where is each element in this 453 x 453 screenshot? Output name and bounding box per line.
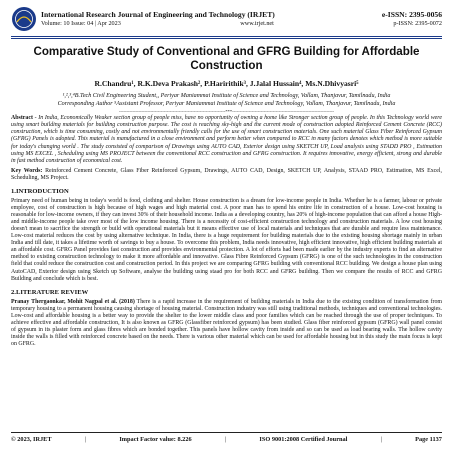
page-footer: © 2023, IRJET | Impact Factor value: 8.226 | ISO 9001:2008 Certified Journal | Page 1137 [11, 432, 442, 443]
introduction-text: Primary need of human being in today's world is food, clothing and shelter. House construction is a dream for low-income people in India. Whether he is a farmer, labour or private employee, cost of construction is high because of high wages and high material cost. A poor man has to spend his entire life in construction of a house. Low-cost housing is reasonable for low-income owners, if they can invest 30% of their household income. India as a developing country, has 20% of high-income population that can afford a house High- and middle-income people take over most of the low income housing. There is a necessity of cost-efficient construction technology and construction materials. A low cost housing doesn't mean to sacrifice the strength or build with operational materials but it means effective use of local materials and techniques that are durable and require less maintenance. Low-cost material reduces the cost by using alternative technique. In India, there is a huge requirement for building materials due to the existing housing shortage mainly in urban India and till date, it takes a lifetime worth of savings to buy a house. To overcome this problem, India needs innovative, high efficient innovative, high efficient building materials at an affordable cost. GFRG Panel provides fast construction and provides environmental protection. A lot of efforts had been made earlier by the industry experts to find an alternative method to existing construction technology to make it more affordable and innovative. Glass Fibre Reinforced Gypsum (GFRG) is one of the such technologies in the construction field that could reduce the construction cost and construction period. In this project we are comparing GFRG building with conventional RCC building. We design a house plan using AutoCAD, Exterior design using Sketch up Software, analyse the building using staad pro for both RCC and GFRG building. Then we compare the results of RCC and GFRG Building and conclude which is best. [11, 198, 442, 282]
abstract [11, 115, 442, 165]
journal-header [11, 4, 442, 34]
pissn: p-ISSN: 2395-0072 [393, 20, 442, 27]
eissn: e-ISSN: 2395-0056 [381, 10, 442, 19]
abstract-text: - In India, Economically Weaker section group of people miss, have no opportunity of owning a home like Stronger section group of people. In this Technology world were using smart building materials for building construction purpose. The cost is reaching sky-high and the current mode of construction adopted Reinforced Cement Concrete (RCC) construction, which is time consuming, costly and not environmentally friendly calls for the use of smart construction materials. One such material Glass Fiber Reinforced Gypsum (GFRG) Panels is adopted. This material is manufactured in a close environment and perform better when compared to RCC in many factors denotes which method is more suitable for today's changing world . The study consisted of comparison of Drawings using AUTO CAD, Exterior design using SKETCH UP, Load analysis using STADD PRO , Estimation using MS EXCEL , Scheduling using MS PROJECT between the conventional RCC construction and GFRG construction. It requires innovative, energy efficient, strong and durable in fast method construction of economical cost. [11, 115, 442, 164]
journal-website[interactable]: www.irjet.net [240, 20, 274, 27]
author-list: R.Chandru¹, R.K.Deva Prakash², P.Haririthik³, J.Jalal Hussain⁴, Ms.N.Dhivyasri⁵ [94, 79, 359, 88]
separator-stars: -----------------------------------------------------------------------***-------------------------------------------------------------------- [118, 109, 335, 115]
footer-copyright: © 2023, IRJET [11, 436, 52, 443]
footer-page-number: Page 1137 [415, 436, 442, 443]
affiliation-students: ¹,²,³,⁴B.Tech Civil Engineering Student,, Periyar Maniammai Institute of Science and Technology, Vallam, Thanjavur, Tamilnadu, India [62, 93, 391, 99]
paper-title: Comparative Study of Conventional and GFRG Building for Affordable Construction [33, 45, 420, 72]
literature-lead: Pranay Thergaonkar, Mohit Nagpal et al. (2018) [11, 298, 135, 305]
header-divider [11, 36, 442, 39]
journal-logo [11, 6, 37, 32]
literature-text: There is a rapid increase in the requirement of building materials in India due to the existing condition of transformation from temporary housing to a permanent housing causing shortage of housing material. Construction industry was still using traditional methods, techniques and conventional technologies. Low-cost and affordable housing is a better way to provide the shelter to the lower middle class and poor families which can be reached through the use of proper techniques. To achieve effective and affordable construction, It is also known as GFRG (Glassfiber reinforced gypsum) has been studied. Glass fiber reinforced gypsum (GFRG) wall panel consist of gypsum in its plaster form and glass fibres which are bonded together. This panels have hollow cavity from inside and so can be used as load bearing walls. The hollow cavity inside the walls is filled with reinforced concrete based on the needs. There is various other material which can be used for affordable housing but in this study the main focus is kept on GFRG. [11, 298, 442, 347]
keywords [11, 168, 442, 182]
footer-impact-factor: Impact Factor value: 8.226 [119, 436, 192, 443]
section-heading-literature: 2.LITERATURE REVIEW [11, 288, 89, 296]
section-heading-introduction: 1.INTRODUCTION [11, 188, 69, 196]
volume-issue: Volume: 10 Issue: 04 | Apr 2023 [41, 20, 121, 27]
journal-name: International Research Journal of Engineering and Technology (IRJET) [41, 10, 275, 19]
affiliation-corresponding: Corresponding Author ⁵Assistant Professor, Periyar Maniammai Institute of Science and Technology, Vallam, Thanjavur, Tamilnadu, India [57, 100, 396, 107]
literature-paragraph [11, 299, 442, 348]
footer-iso: ISO 9001:2008 Certified Journal [259, 436, 348, 443]
keywords-text: Reinforced Cement Concrete, Glass Fiber Reinforced Gypsum, Drawings, AUTO CAD, Design, SKETCH UP, Analysis, STAAD PRO, Estimation, MS Excel, Scheduling, MS Project. [11, 167, 442, 181]
abstract-label: Abstract [11, 115, 33, 122]
keywords-label: Key Words: [11, 167, 43, 174]
